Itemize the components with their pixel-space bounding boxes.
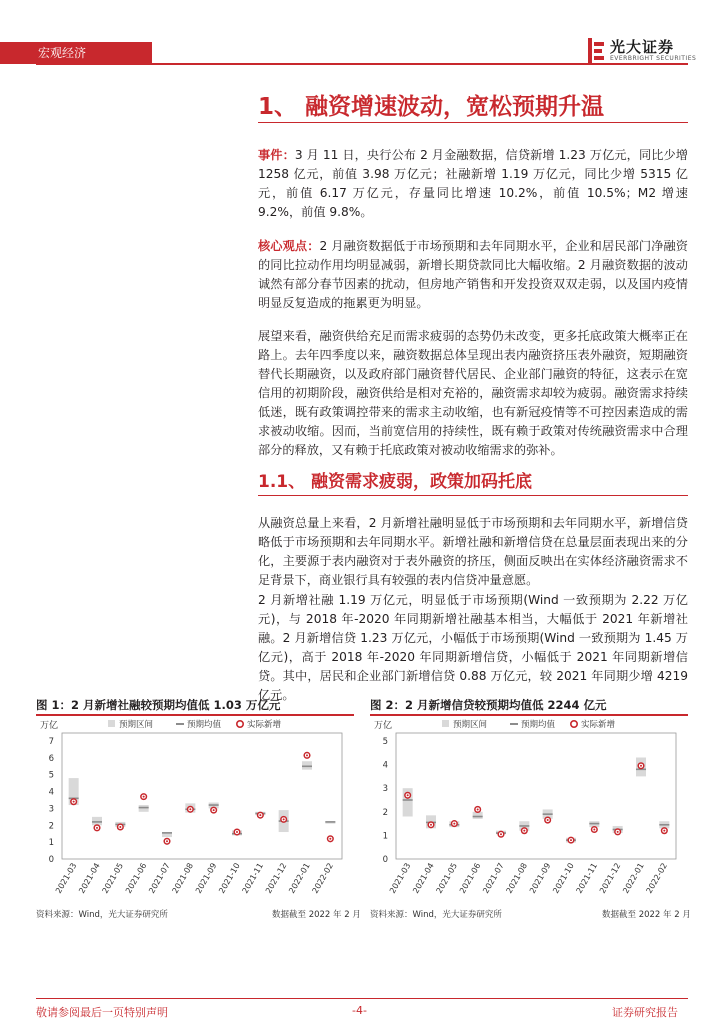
legend-label: 实际新增: [247, 720, 282, 730]
y-tick-label: 7: [48, 737, 54, 747]
x-tick-label: 2021-05: [434, 861, 460, 895]
y-tick-label: 1: [48, 838, 54, 849]
total-financing-paragraph: 从融资总量上来看，2 月新增社融明显低于市场预期和去年同期水平，新增信贷略低于市场预期和去年同期水平。新增社融和新增信贷在总量层面表现出来的分化，主要源于表内融资对于表外融资的挤压，侧面反映出在实体经济融资需求不足背景下，商业银行具有较强的表内信贷冲量意愿。: [258, 516, 688, 587]
y-axis-label: 万亿: [40, 721, 59, 731]
report-type: 证券研究报告: [612, 1006, 678, 1019]
y-axis-label: 万亿: [374, 721, 393, 731]
x-tick-label: 2021-06: [457, 861, 483, 895]
actual-value-dot: [236, 831, 238, 833]
subheading-underline: [258, 495, 688, 496]
x-tick-label: 2021-10: [217, 861, 242, 895]
actual-value-dot: [329, 838, 331, 840]
x-tick-label: 2021-10: [551, 861, 576, 895]
y-tick-label: 5: [48, 770, 54, 781]
legend-range-swatch: [108, 720, 115, 727]
actual-value-dot: [283, 818, 285, 820]
page-number: -4-: [352, 1004, 367, 1017]
y-tick-label: 3: [382, 784, 388, 795]
y-tick-label: 1: [382, 831, 388, 842]
core-text: 2 月融资数据低于市场预期和去年同期水平，企业和居民部门净融资的同比拉动作用均明显减弱，新增长期贷款同比大幅收缩。2 月融资数据的波动诚然有部分春节因素的扰动，但房地产销售和开发投资双双走弱，以及国内疫情明显反复造成的拖累更为明显。: [258, 239, 688, 310]
x-tick-label: 2021-04: [77, 861, 102, 895]
actual-value-dot: [663, 830, 665, 832]
y-tick-label: 0: [382, 855, 388, 865]
legend-range-swatch: [442, 720, 449, 727]
core-label: 核心观点：: [258, 239, 320, 253]
figure2-date: 数据截至 2022 年 2 月: [602, 910, 691, 920]
plot-frame: [62, 733, 342, 859]
heading-underline: [258, 122, 688, 123]
y-tick-label: 5: [382, 737, 388, 747]
x-tick-label: 2021-12: [263, 861, 289, 895]
figure1-date: 数据截至 2022 年 2 月: [272, 910, 361, 920]
x-tick-label: 2022-01: [287, 861, 312, 895]
logo-text: 光大证券: [610, 38, 675, 56]
figure1-chart: [36, 717, 354, 905]
actual-value-dot: [96, 827, 98, 829]
actual-value-dot: [570, 839, 572, 841]
x-tick-label: 2021-09: [193, 861, 219, 895]
y-tick-label: 4: [382, 760, 388, 771]
actual-value-dot: [430, 824, 432, 826]
legend-actual-swatch: [237, 721, 243, 727]
actual-value-dot: [189, 808, 191, 810]
legend-label: 预期均值: [187, 720, 222, 730]
x-tick-label: 2021-08: [170, 861, 196, 895]
actual-value-dot: [213, 809, 215, 811]
actual-value-dot: [119, 826, 121, 828]
x-tick-label: 2021-07: [481, 861, 506, 895]
actual-value-dot: [547, 819, 549, 821]
actual-value-dot: [407, 794, 409, 796]
y-tick-label: 2: [382, 807, 388, 818]
x-tick-label: 2022-01: [621, 861, 646, 895]
legend-label: 实际新增: [581, 720, 616, 730]
x-tick-label: 2021-05: [100, 861, 126, 895]
expected-range-box: [302, 761, 312, 769]
outlook-paragraph: 展望来看，融资供给充足而需求疲弱的态势仍未改变，更多托底政策大概率正在路上。去年四季度以来，融资数据总体呈现出表内融资挤压表外融资，短期融资替代长期融资，以及政府部门融资替代居民、企业部门融资的特征，这表示在宽信用的初期阶段，融资供给是相对充裕的，融资需求却较为疲弱。融资需求持续低迷，既有政策调控带来的需求主动收缩，也有新冠疫情等不可控因素造成的需求被动收缩。因而，当前宽信用的持续性，既有赖于政策对传统融资需求中合理部分的释放，又有赖于托底政策对被动收缩需求的弥补。: [258, 329, 688, 457]
x-tick-label: 2021-04: [411, 861, 436, 895]
legend-actual-swatch: [571, 721, 577, 727]
actual-value-dot: [477, 808, 479, 810]
plot-frame: [396, 733, 676, 859]
company-logo: [588, 36, 698, 66]
subsection-heading: 1.1、 融资需求疲弱，政策加码托底: [258, 472, 533, 492]
x-tick-label: 2022-02: [644, 861, 670, 895]
actual-value-dot: [523, 830, 525, 832]
detail-paragraph: 2 月新增社融 1.19 万亿元，明显低于市场预期(Wind 一致预期为 2.22 万亿元)，与 2018 年-2020 年同期新增社融基本相当，大幅低于 2021 年新增社融。2 月新增信贷 1.23 万亿元，小幅低于市场预期(Wind 一致预期为 1.45 万亿元)，高于 2018 年-2020 年同期新增信贷，小幅低于 2021 年同期新增信贷。其中，居民和企业部门新增信贷 0.88 万亿元，较 2021 年同期少增 4219 亿元。: [258, 593, 688, 702]
actual-value-dot: [453, 823, 455, 825]
x-tick-label: 2021-11: [240, 861, 266, 895]
legend-label: 预期区间: [119, 720, 154, 730]
footer-divider: [36, 998, 688, 999]
event-label: 事件：: [258, 148, 295, 162]
x-tick-label: 2021-11: [574, 861, 600, 895]
y-tick-label: 2: [48, 821, 54, 832]
y-tick-label: 4: [48, 787, 54, 798]
figure2-rule: [370, 714, 688, 716]
actual-value-dot: [166, 840, 168, 842]
actual-value-dot: [617, 831, 619, 833]
x-tick-label: 2021-06: [123, 861, 149, 895]
actual-value-dot: [143, 796, 145, 798]
figure2-title: 图 2：2 月新增信贷较预期均值低 2244 亿元: [370, 698, 607, 712]
event-text: 3 月 11 日，央行公布 2 月金融数据，信贷新增 1.23 万亿元，同比少增 1258 亿元，前值 3.98 万亿元；社融新增 1.19 万亿元，同比少增 5315 亿元，前值 6.17 万亿元，存量同比增速 10.2%，前值 10.5%；M2 增速 9.2%，前值 9.8%。: [258, 148, 688, 219]
actual-value-dot: [500, 833, 502, 835]
disclaimer-link[interactable]: 敬请参阅最后一页特别声明: [36, 1006, 168, 1019]
x-tick-label: 2022-02: [310, 861, 336, 895]
legend-label: 预期均值: [521, 720, 556, 730]
actual-value-dot: [73, 801, 75, 803]
logo-subtext: EVERBRIGHT SECURITIES: [610, 55, 697, 62]
legend-label: 预期区间: [453, 720, 488, 730]
x-tick-label: 2021-12: [597, 861, 623, 895]
section-heading: 1、 融资增速波动，宽松预期升温: [258, 94, 605, 120]
expected-range-box: [139, 805, 149, 812]
x-tick-label: 2021-07: [147, 861, 172, 895]
actual-value-dot: [640, 765, 642, 767]
y-tick-label: 6: [48, 753, 54, 764]
y-tick-label: 3: [48, 804, 54, 815]
figure1-rule: [36, 714, 354, 716]
x-tick-label: 2021-08: [504, 861, 530, 895]
logo-mark-icon: [588, 38, 606, 64]
section-tag: 宏观经济: [0, 42, 152, 64]
expected-range-box: [92, 817, 102, 825]
event-paragraph: [258, 146, 688, 222]
x-tick-label: 2021-09: [527, 861, 553, 895]
figure2-chart: [370, 717, 688, 905]
y-tick-label: 0: [48, 855, 54, 865]
x-tick-label: 2021-03: [387, 861, 413, 895]
x-tick-label: 2021-03: [53, 861, 79, 895]
actual-value-dot: [306, 754, 308, 756]
figure1-source: 资料来源：Wind，光大证券研究所: [36, 910, 168, 920]
figure2-source: 资料来源：Wind，光大证券研究所: [370, 910, 502, 920]
figure1-title: 图 1：2 月新增社融较预期均值低 1.03 万亿元: [36, 698, 281, 712]
actual-value-dot: [259, 814, 261, 816]
core-view-paragraph: [258, 237, 688, 313]
actual-value-dot: [593, 829, 595, 831]
